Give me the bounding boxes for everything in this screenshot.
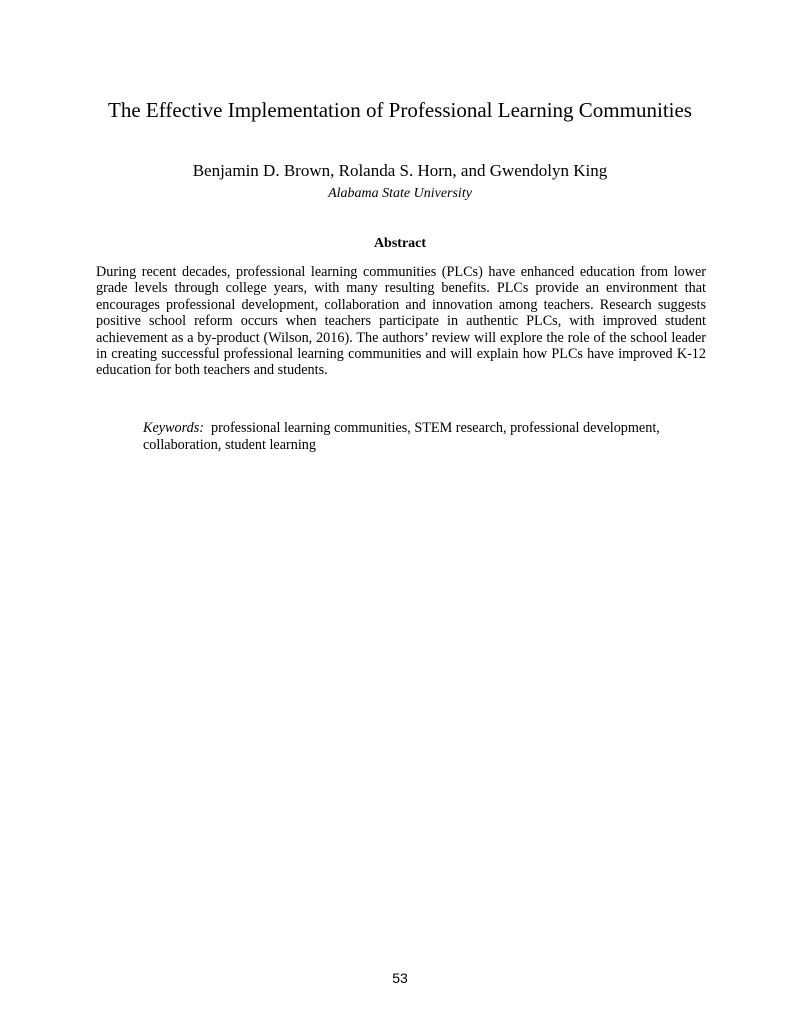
author-affiliation: Alabama State University — [328, 186, 472, 201]
keywords-text: professional learning communities, STEM research, professional development, collaboration, student learning — [143, 420, 660, 453]
abstract-body: During recent decades, professional learning communities (PLCs) have enhanced education from lower grade levels through college years, with many resulting benefits. PLCs provide an environment that encourages professional development, collaboration and innovation among teachers. Research suggests positive school reform occurs when teachers participate in authentic PLCs, with improved student achievement as a by-product (Wilson, 2016). The authors’ review will explore the role of the school leader in creating successful professional learning communities and will explain how PLCs have improved K-12 education for both teachers and students. — [96, 264, 706, 379]
author-list: Benjamin D. Brown, Rolanda S. Horn, and Gwendolyn King — [192, 161, 608, 180]
page-number: 53 — [392, 970, 408, 986]
keywords-label: Keywords: — [143, 420, 204, 436]
keywords-line — [143, 420, 713, 453]
abstract-heading: Abstract — [373, 236, 427, 251]
paper-title: The Effective Implementation of Professional Learning Communities — [108, 98, 692, 122]
